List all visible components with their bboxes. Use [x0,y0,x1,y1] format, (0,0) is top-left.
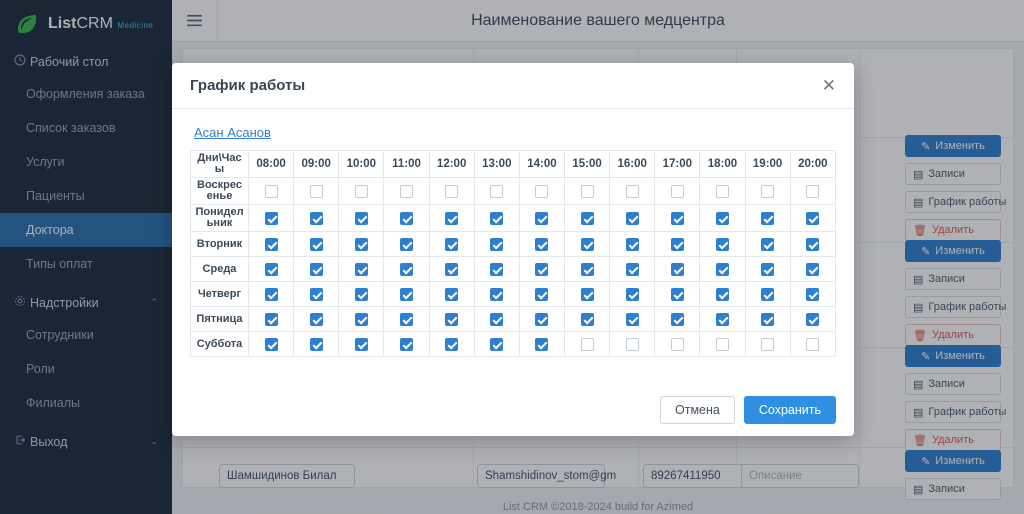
trash-icon: 🗑 [913,329,927,342]
hour-header: 17:00 [655,151,700,178]
schedule-checkbox[interactable] [490,338,503,351]
hour-header: 11:00 [384,151,429,178]
schedule-cell[interactable] [564,178,609,205]
schedule-checkbox[interactable] [716,238,729,251]
schedule-checkbox[interactable] [716,185,729,198]
schedule-modal [172,63,854,436]
schedule-checkbox[interactable] [535,338,548,351]
schedule-checkbox[interactable] [445,288,458,301]
schedule-cell[interactable] [294,257,339,282]
schedule-cell[interactable] [655,178,700,205]
schedule-row [191,332,836,357]
schedule-cell[interactable] [790,232,835,257]
schedule-checkbox[interactable] [761,185,774,198]
schedule-checkbox[interactable] [490,212,503,225]
schedule-checkbox[interactable] [761,212,774,225]
schedule-cell[interactable] [700,178,745,205]
delete-label: Удалить [931,224,974,236]
schedule-cell[interactable] [745,257,790,282]
schedule-cell[interactable] [745,205,790,232]
day-label: Понидельник [191,205,249,232]
schedule-cell[interactable] [745,332,790,357]
schedule-checkbox[interactable] [265,313,278,326]
schedule-cell[interactable] [655,205,700,232]
trash-icon: 🗑 [913,434,927,447]
schedule-checkbox[interactable] [671,185,684,198]
schedule-cell[interactable] [655,282,700,307]
schedule-checkbox[interactable] [581,313,594,326]
records-label: Записи [928,168,965,180]
schedule-cell[interactable] [745,307,790,332]
schedule-checkbox[interactable] [265,338,278,351]
schedule-cell[interactable] [384,332,429,357]
hour-header: 08:00 [249,151,294,178]
schedule-checkbox[interactable] [310,185,323,198]
calendar-icon: ▤ [913,273,924,286]
schedule-checkbox[interactable] [806,263,819,276]
schedule-cell[interactable] [610,178,655,205]
schedule-row [191,307,836,332]
edit-label: Изменить [935,245,985,257]
schedule-cell[interactable] [249,257,294,282]
sidebar-section-label: Выход [30,434,68,449]
schedule-checkbox[interactable] [806,212,819,225]
sidebar-section-label: Надстройки [30,295,99,310]
modal-footer [172,384,854,436]
calendar-icon: ▤ [913,168,924,181]
doctor-name-link[interactable]: Асан Асанов [194,125,271,140]
schedule-cell[interactable] [474,205,519,232]
modal-body [172,109,854,384]
clipboard-icon: ▤ [913,406,924,419]
footer-text: List CRM ©2018-2024 build for Azimed [502,501,694,513]
schedule-checkbox[interactable] [671,263,684,276]
schedule-checkbox[interactable] [490,288,503,301]
schedule-checkbox[interactable] [400,185,413,198]
schedule-cell[interactable] [790,332,835,357]
schedule-cell[interactable] [339,307,384,332]
schedule-label: График работы [928,301,1007,313]
schedule-checkbox[interactable] [310,288,323,301]
schedule-cell[interactable] [700,205,745,232]
schedule-checkbox[interactable] [761,263,774,276]
schedule-cell[interactable] [474,332,519,357]
schedule-cell[interactable] [294,332,339,357]
schedule-checkbox[interactable] [310,238,323,251]
schedule-checkbox[interactable] [716,263,729,276]
chevron-up-icon: ⌃ [150,297,158,307]
schedule-cell[interactable] [519,232,564,257]
doctor-phone-field[interactable]: 89267411950 [643,464,767,488]
schedule-checkbox[interactable] [400,313,413,326]
schedule-cell[interactable] [745,178,790,205]
schedule-cell[interactable] [790,282,835,307]
delete-label: Удалить [931,434,974,446]
day-label: Среда [191,257,249,282]
schedule-row [191,178,836,205]
schedule-checkbox[interactable] [355,185,368,198]
schedule-cell[interactable] [655,307,700,332]
hour-header: 14:00 [519,151,564,178]
sidebar-item-label: Сотрудники [26,328,94,342]
schedule-checkbox[interactable] [806,238,819,251]
schedule-cell[interactable] [519,257,564,282]
schedule-checkbox[interactable] [806,288,819,301]
schedule-checkbox[interactable] [581,212,594,225]
schedule-checkbox[interactable] [355,263,368,276]
schedule-checkbox[interactable] [626,238,639,251]
schedule-checkbox[interactable] [400,212,413,225]
schedule-cell[interactable] [564,332,609,357]
edit-label: Изменить [935,455,985,467]
hour-header: 18:00 [700,151,745,178]
schedule-cell[interactable] [564,282,609,307]
schedule-checkbox[interactable] [490,238,503,251]
schedule-checkbox[interactable] [535,263,548,276]
schedule-cell[interactable] [610,307,655,332]
hour-header: 15:00 [564,151,609,178]
sidebar-item-label: Пациенты [26,189,85,203]
schedule-cell[interactable] [655,232,700,257]
schedule-checkbox[interactable] [310,212,323,225]
day-label: Вторник [191,232,249,257]
schedule-cell[interactable] [700,332,745,357]
schedule-checkbox[interactable] [716,338,729,351]
schedule-cell[interactable] [339,257,384,282]
sidebar-item-label: Типы оплат [26,257,93,271]
hour-header: 10:00 [339,151,384,178]
schedule-cell[interactable] [429,205,474,232]
schedule-cell[interactable] [700,232,745,257]
calendar-icon: ▤ [913,378,924,391]
schedule-checkbox[interactable] [626,338,639,351]
pencil-icon: ✎ [921,350,931,363]
schedule-cell[interactable] [519,307,564,332]
schedule-cell[interactable] [610,332,655,357]
schedule-cell[interactable] [519,282,564,307]
trash-icon: 🗑 [913,224,927,237]
schedule-checkbox[interactable] [806,185,819,198]
schedule-cell[interactable] [429,282,474,307]
schedule-checkbox[interactable] [581,185,594,198]
schedule-cell[interactable] [339,178,384,205]
records-label: Записи [928,483,965,495]
sidebar-section-label: Рабочий стол [30,54,109,69]
schedule-checkbox[interactable] [671,238,684,251]
day-hour-header: Дни\Часы [191,151,249,178]
schedule-cell[interactable] [564,257,609,282]
schedule-cell[interactable] [564,232,609,257]
schedule-cell[interactable] [249,282,294,307]
schedule-checkbox[interactable] [761,313,774,326]
schedule-checkbox[interactable] [490,313,503,326]
schedule-cell[interactable] [519,332,564,357]
schedule-cell[interactable] [429,232,474,257]
schedule-checkbox[interactable] [265,238,278,251]
schedule-checkbox[interactable] [355,288,368,301]
pencil-icon: ✎ [921,140,931,153]
records-label: Записи [928,378,965,390]
schedule-table [190,150,836,357]
schedule-cell[interactable] [384,307,429,332]
hour-header: 09:00 [294,151,339,178]
schedule-checkbox[interactable] [581,338,594,351]
schedule-body [191,178,836,357]
schedule-checkbox[interactable] [716,288,729,301]
schedule-checkbox[interactable] [355,238,368,251]
schedule-cell[interactable] [790,307,835,332]
schedule-checkbox[interactable] [310,338,323,351]
sidebar-item-label: Роли [26,362,55,376]
schedule-cell[interactable] [655,257,700,282]
schedule-cell[interactable] [474,257,519,282]
day-label: Пятница [191,307,249,332]
schedule-cell[interactable] [474,178,519,205]
schedule-checkbox[interactable] [626,185,639,198]
schedule-checkbox[interactable] [626,212,639,225]
schedule-checkbox[interactable] [355,212,368,225]
clipboard-icon: ▤ [913,196,924,209]
schedule-cell[interactable] [294,205,339,232]
schedule-checkbox[interactable] [490,185,503,198]
schedule-checkbox[interactable] [581,238,594,251]
pencil-icon: ✎ [921,455,931,468]
schedule-cell[interactable] [474,232,519,257]
hour-header: 16:00 [610,151,655,178]
schedule-cell[interactable] [564,205,609,232]
schedule-checkbox[interactable] [535,238,548,251]
schedule-cell[interactable] [294,282,339,307]
schedule-cell[interactable] [339,332,384,357]
schedule-cell[interactable] [655,332,700,357]
schedule-cell[interactable] [384,282,429,307]
schedule-cell[interactable] [249,205,294,232]
schedule-checkbox[interactable] [716,313,729,326]
hour-header: 19:00 [745,151,790,178]
brand-subtitle: Medicine [117,20,154,30]
sidebar-item-label: Список заказов [26,121,116,135]
schedule-checkbox[interactable] [445,313,458,326]
schedule-checkbox[interactable] [626,313,639,326]
schedule-cell[interactable] [790,257,835,282]
schedule-checkbox[interactable] [265,288,278,301]
schedule-checkbox[interactable] [671,338,684,351]
schedule-checkbox[interactable] [265,185,278,198]
modal-title: График работы [190,77,306,94]
page-title: Наименование вашего медцентра [471,11,725,29]
sidebar-item-label: Оформления заказа [26,87,145,101]
schedule-cell[interactable] [294,178,339,205]
schedule-cell[interactable] [384,257,429,282]
schedule-cell[interactable] [429,332,474,357]
schedule-row [191,282,836,307]
schedule-label: График работы [928,406,1007,418]
schedule-cell[interactable] [384,178,429,205]
hour-header: 12:00 [429,151,474,178]
schedule-cell[interactable] [610,282,655,307]
schedule-checkbox[interactable] [671,212,684,225]
clipboard-icon: ▤ [913,301,924,314]
schedule-checkbox[interactable] [671,288,684,301]
schedule-checkbox[interactable] [265,212,278,225]
calendar-icon: ▤ [913,483,924,496]
schedule-cell[interactable] [700,307,745,332]
schedule-checkbox[interactable] [626,288,639,301]
schedule-cell[interactable] [610,257,655,282]
schedule-checkbox[interactable] [535,212,548,225]
schedule-cell[interactable] [249,178,294,205]
schedule-checkbox[interactable] [581,263,594,276]
schedule-cell[interactable] [564,307,609,332]
schedule-checkbox[interactable] [535,185,548,198]
schedule-row [191,232,836,257]
schedule-checkbox[interactable] [716,212,729,225]
schedule-checkbox[interactable] [490,263,503,276]
schedule-cell[interactable] [474,307,519,332]
pencil-icon: ✎ [921,245,931,258]
edit-label: Изменить [935,350,985,362]
schedule-checkbox[interactable] [535,288,548,301]
schedule-cell[interactable] [294,232,339,257]
schedule-cell[interactable] [790,205,835,232]
schedule-cell[interactable] [745,282,790,307]
schedule-checkbox[interactable] [806,338,819,351]
schedule-row [191,205,836,232]
schedule-checkbox[interactable] [310,313,323,326]
schedule-checkbox[interactable] [445,238,458,251]
schedule-cell[interactable] [610,232,655,257]
schedule-checkbox[interactable] [626,263,639,276]
brand-crm: CRM [76,14,113,32]
day-label: Суббота [191,332,249,357]
schedule-cell[interactable] [745,232,790,257]
schedule-cell[interactable] [339,232,384,257]
schedule-checkbox[interactable] [400,238,413,251]
schedule-checkbox[interactable] [671,313,684,326]
table-header-row [191,151,836,178]
schedule-cell[interactable] [610,205,655,232]
schedule-checkbox[interactable] [400,288,413,301]
schedule-checkbox[interactable] [445,263,458,276]
schedule-cell[interactable] [339,282,384,307]
schedule-checkbox[interactable] [400,263,413,276]
schedule-checkbox[interactable] [355,313,368,326]
brand-name: List [48,14,77,32]
schedule-cell[interactable] [429,257,474,282]
schedule-checkbox[interactable] [535,313,548,326]
day-label: Воскресенье [191,178,249,205]
schedule-cell[interactable] [700,282,745,307]
hour-header: 20:00 [790,151,835,178]
day-label: Четверг [191,282,249,307]
hour-header: 13:00 [474,151,519,178]
schedule-cell[interactable] [294,307,339,332]
schedule-cell[interactable] [249,232,294,257]
schedule-checkbox[interactable] [400,338,413,351]
schedule-cell[interactable] [474,282,519,307]
schedule-cell[interactable] [339,205,384,232]
schedule-checkbox[interactable] [265,263,278,276]
schedule-checkbox[interactable] [761,288,774,301]
schedule-checkbox[interactable] [445,212,458,225]
schedule-cell[interactable] [519,178,564,205]
edit-label: Изменить [935,140,985,152]
schedule-cell[interactable] [249,307,294,332]
save-button[interactable]: Сохранить [744,396,836,424]
schedule-cell[interactable] [700,257,745,282]
schedule-checkbox[interactable] [761,338,774,351]
schedule-checkbox[interactable] [581,288,594,301]
schedule-cell[interactable] [384,232,429,257]
schedule-checkbox[interactable] [761,238,774,251]
schedule-label: График работы [928,196,1007,208]
doctor-email-field[interactable]: Shamshidinov_stom@gm [477,464,605,488]
schedule-checkbox[interactable] [310,263,323,276]
records-label: Записи [928,273,965,285]
sidebar-item-label: Филиалы [26,396,80,410]
schedule-cell[interactable] [429,307,474,332]
schedule-row [191,257,836,282]
chevron-down-icon: ⌄ [150,436,158,446]
schedule-checkbox[interactable] [445,185,458,198]
close-icon[interactable]: ✕ [821,76,836,95]
sidebar-item-label: Доктора [26,223,74,237]
schedule-cell[interactable] [429,178,474,205]
delete-label: Удалить [931,329,974,341]
cancel-button[interactable]: Отмена [660,396,735,424]
schedule-checkbox[interactable] [806,313,819,326]
schedule-checkbox[interactable] [445,338,458,351]
sidebar-item-label: Услуги [26,155,65,169]
schedule-cell[interactable] [384,205,429,232]
doctor-name-field[interactable]: Шамшидинов Билал [219,464,355,488]
schedule-cell[interactable] [249,332,294,357]
modal-header [172,63,854,109]
schedule-cell[interactable] [790,178,835,205]
schedule-checkbox[interactable] [355,338,368,351]
schedule-cell[interactable] [519,205,564,232]
doctor-description-field[interactable]: Описание [741,464,859,488]
